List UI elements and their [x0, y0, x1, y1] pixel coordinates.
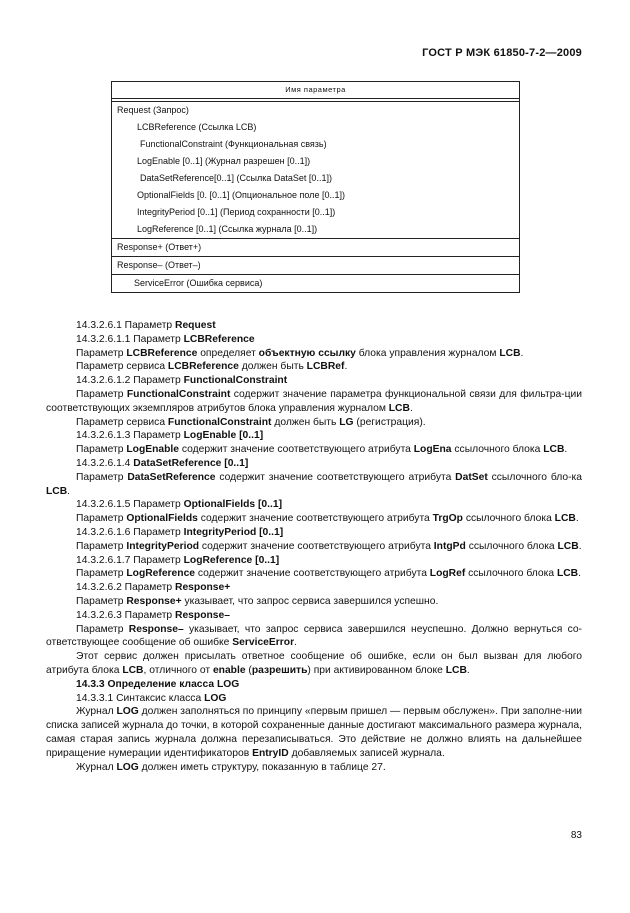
paragraph: Параметр IntegrityPeriod содержит значение соответствующего атрибута IntgPd ссылочного блока LCB.: [76, 540, 582, 552]
body-text: [46, 319, 582, 774]
table-heading: Имя параметра: [112, 82, 520, 99]
paragraph: Параметр FunctionalConstraint содержит значение параметра функциональной связи для фильтра-ции соответствующих экземпляров атрибутов блока управления журналом LCB.: [46, 388, 582, 414]
paragraph: 14.3.2.6.1 Параметр Request: [76, 320, 216, 331]
paragraph: 14.3.3.1 Синтаксис класса LOG: [76, 692, 227, 704]
section-heading: 14.3.3 Определение класса LOG: [76, 678, 240, 690]
table-row: Response+ (Ответ+): [112, 239, 520, 257]
paragraph: Параметр Response+ указывает, что запрос сервиса завершился успешно.: [76, 595, 439, 607]
paragraph: Журнал LOG должен иметь структуру, показанную в таблице 27.: [76, 761, 386, 773]
table-row: OptionalFields [0. [0..1] (Опциональное поле [0..1]): [112, 187, 520, 204]
paragraph: 14.3.2.6.1.5 Параметр OptionalFields [0..1]: [76, 499, 283, 511]
paragraph: 14.3.2.6.3 Параметр Response–: [76, 609, 230, 621]
paragraph: Параметр LCBReference определяет объектную ссылку блока управления журналом LCB.: [76, 347, 524, 359]
paragraph: 14.3.2.6.1.6 Параметр IntegrityPeriod [0..1]: [76, 526, 284, 538]
table-row: ServiceError (Ошибка сервиса): [112, 275, 520, 293]
paragraph: Параметр сервиса FunctionalConstraint должен быть LG (регистрация).: [76, 416, 426, 428]
table-row: LogEnable [0..1] (Журнал разрешен [0..1]): [112, 153, 520, 170]
paragraph: Параметр LogReference содержит значение соответствующего атрибута LogRef ссылочного блока LCB.: [76, 568, 581, 580]
paragraph: Параметр Response– указывает, что запрос сервиса завершился неуспешно. Должно вернуться со-ответствующее сообщение об ошибке ServiceError.: [46, 623, 582, 649]
table-row: FunctionalConstraint (Функциональная связь): [112, 136, 520, 153]
paragraph: 14.3.2.6.1.3 Параметр LogEnable [0..1]: [76, 430, 264, 442]
table-row: IntegrityPeriod [0..1] (Период сохранности [0..1]): [112, 204, 520, 221]
paragraph: Параметр DataSetReference содержит значение соответствующего атрибута DatSet ссылочного бло-ка LCB.: [46, 471, 582, 497]
paragraph: Журнал LOG должен заполняться по принципу «первым пришел — первым обслужен». При заполне-нии списка записей журнала до точки, в которой сохраненные данные достигают максимального размера журнала, самая старая запись журнала должна перезаписываться. Это действие не должно влиять на дальнейшее приращение нумерации идентификаторов EntryID добавляемых записей журнала.: [46, 706, 583, 759]
paragraph: Параметр сервиса LCBReference должен быть LCBRef.: [76, 361, 348, 373]
paragraph: 14.3.2.6.1.2 Параметр FunctionalConstraint: [76, 375, 288, 387]
paragraph: 14.3.2.6.1.7 Параметр LogReference [0..1]: [76, 554, 280, 566]
paragraph: Параметр LogEnable содержит значение соответствующего атрибута LogEna ссылочного блока LCB.: [76, 444, 568, 456]
table-row: LogReference [0..1] (Ссылка журнала [0..1]): [112, 221, 520, 239]
paragraph: 14.3.2.6.1.1 Параметр LCBReference: [76, 333, 255, 345]
paragraph: Этот сервис должен присылать ответное сообщение об ошибке, если он был вызван для любого атрибута блока LCB, отличного от enable (разрешить) при активированном блоке LCB.: [46, 651, 582, 676]
parameter-table: [111, 81, 520, 293]
table-row: Response– (Ответ–): [112, 257, 520, 275]
paragraph: 14.3.2.6.1.4 DataSetReference [0..1]: [76, 457, 249, 469]
table-row: DataSetReference[0..1] (Ссылка DataSet [0..1]): [112, 170, 520, 187]
page-number: 83: [570, 830, 582, 841]
table-row: Request (Запрос): [112, 102, 520, 120]
table-row: LCBReference (Ссылка LCB): [112, 119, 520, 136]
paragraph: Параметр OptionalFields содержит значение соответствующего атрибута TrgOp ссылочного блока LCB.: [76, 513, 579, 525]
paragraph: 14.3.2.6.2 Параметр Response+: [76, 582, 231, 594]
document-header: ГОСТ Р МЭК 61850-7-2—2009: [422, 47, 582, 59]
